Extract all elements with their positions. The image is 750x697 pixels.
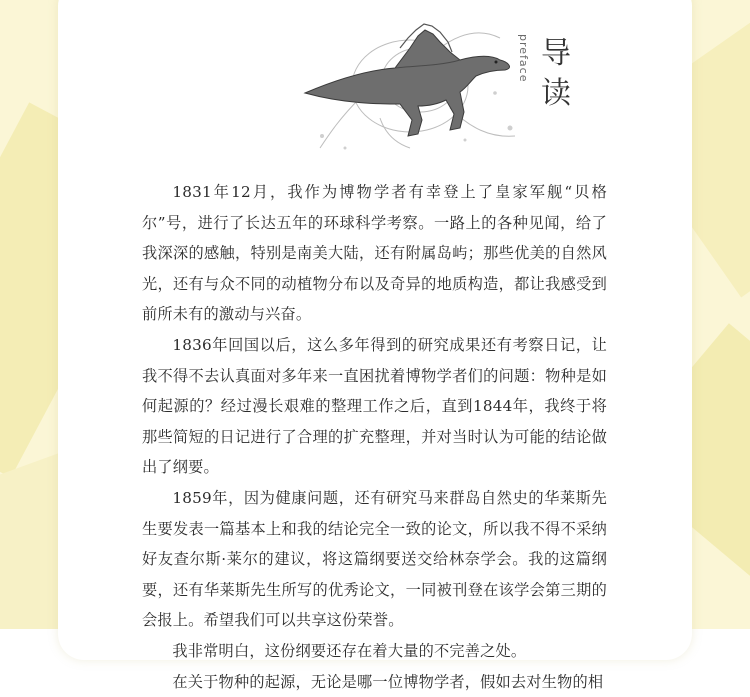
page-title-char-2: 读 — [536, 74, 576, 114]
dinosaur-illustration-icon — [300, 8, 530, 162]
paragraph: 1831年12月，我作为博物学者有幸登上了皇家军舰“贝格尔”号，进行了长达五年的环球科学考察。一路上的各种见闻，给了我深深的感触，特别是南美大陆，还有附属岛屿；那些优美的自然风光，还有与众不同的动植物分布以及奇异的地质构造，都让我感受到前所未有的激动与兴奋。 — [142, 177, 607, 330]
paragraph: 1859年，因为健康问题，还有研究马来群岛自然史的华莱斯先生要发表一篇基本上和我的结论完全一致的论文，所以我不得不采纳好友查尔斯·莱尔的建议，将这篇纲要送交给林奈学会。我的这篇纲要，还有华莱斯先生所写的优秀论文，一同被刊登在该学会第三期的会报上。希望我们可以共享这份荣誉。 — [142, 483, 607, 636]
body-text — [142, 177, 607, 697]
page-title — [536, 34, 576, 114]
paragraph: 在关于物种的起源，无论是哪一位博物学者，假如去对生物的相 — [142, 667, 607, 697]
paragraph: 1836年回国以后，这么多年得到的研究成果还有考察日记，让我不得不去认真面对多年来一直困扰着博物学者们的问题：物种是如何起源的？经过漫长艰难的整理工作之后，直到1844年，我终于将那些简短的日记进行了合理的扩充整理，并对当时认为可能的结论做出了纲要。 — [142, 330, 607, 483]
heading-subtitle: preface — [517, 34, 530, 82]
paragraph: 我非常明白，这份纲要还存在着大量的不完善之处。 — [142, 636, 607, 667]
page-title-char-1: 导 — [536, 34, 576, 74]
